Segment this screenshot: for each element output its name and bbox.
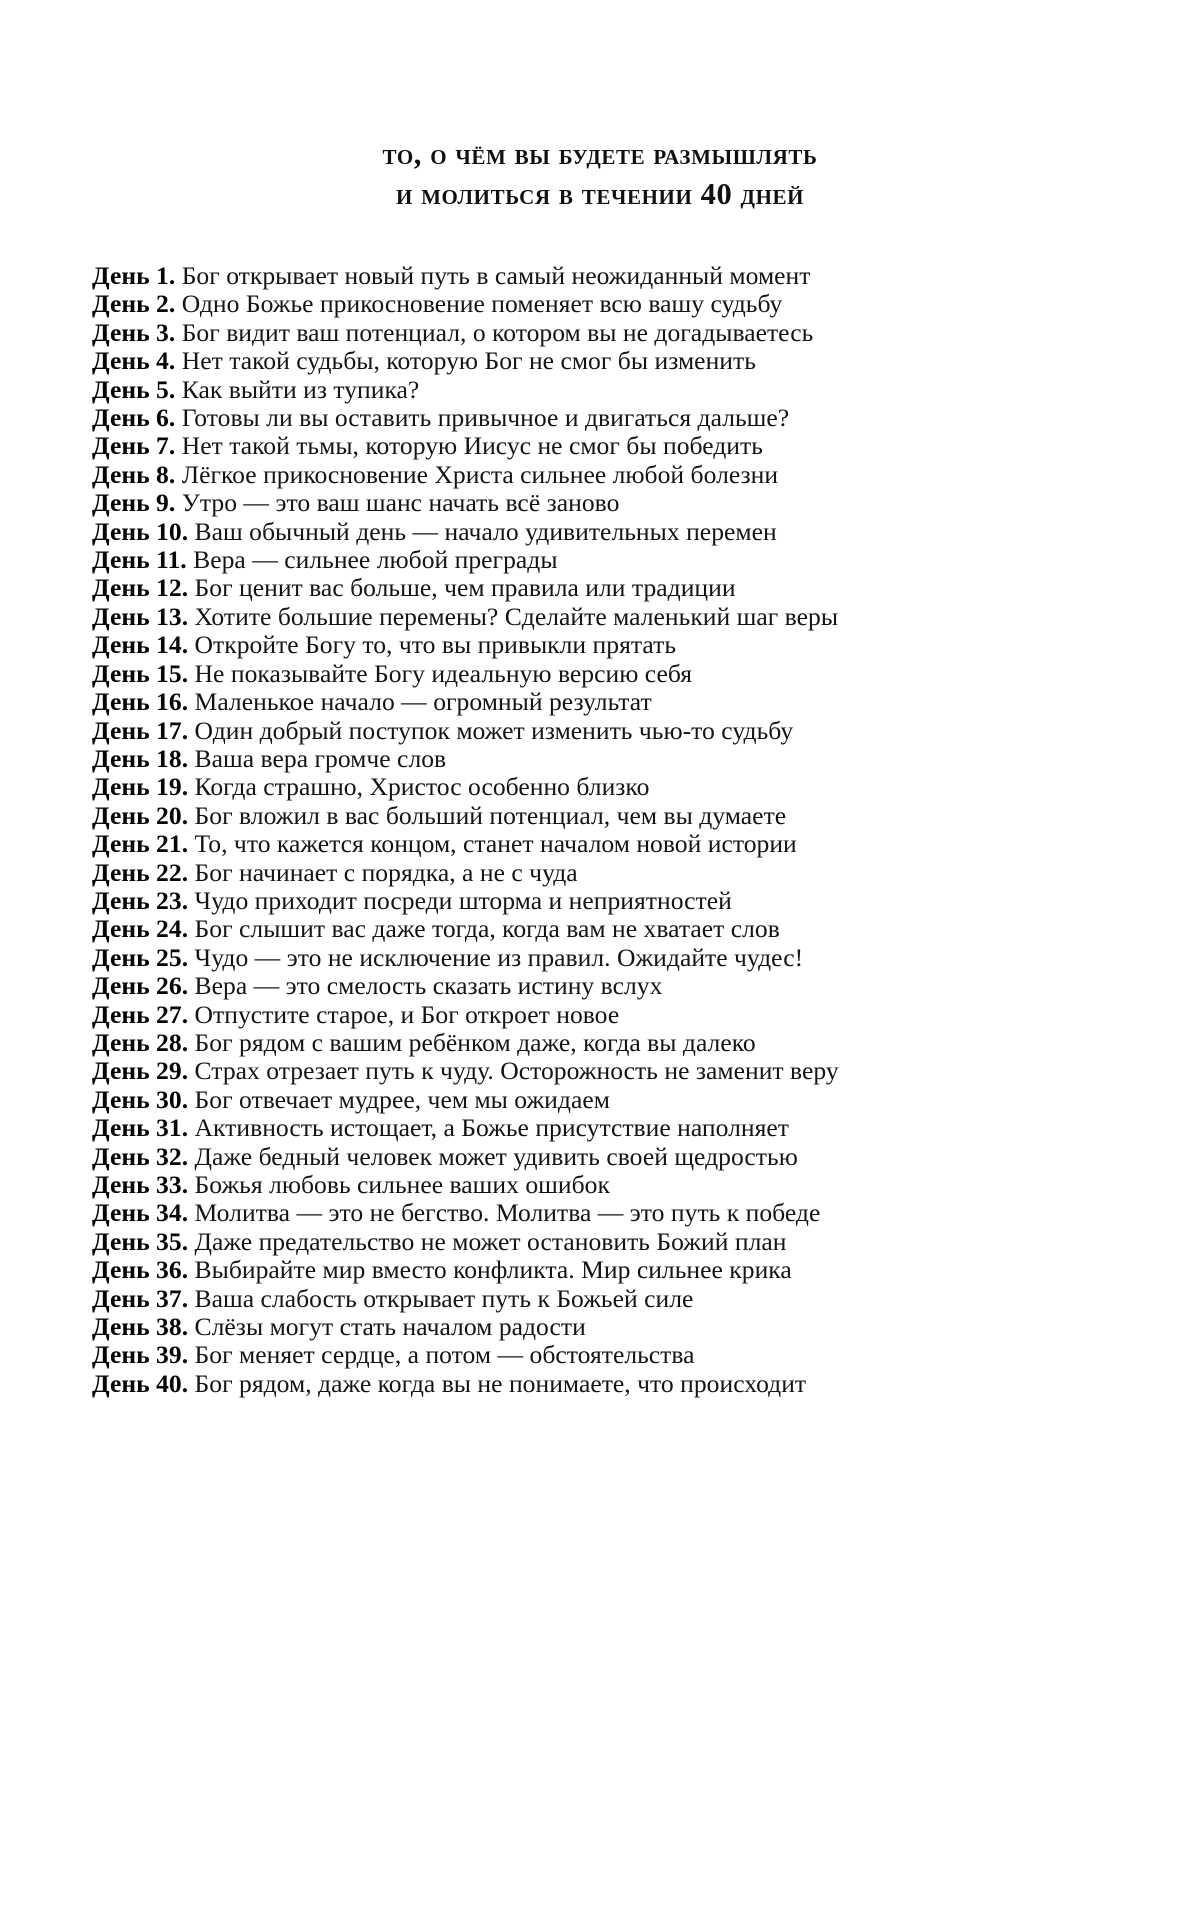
day-entry bbox=[92, 1057, 1112, 1085]
day-entry-label: День 29. bbox=[92, 1056, 189, 1086]
day-entry-text: Бог слышит вас даже тогда, когда вам не хватает слов bbox=[194, 914, 780, 944]
day-entry bbox=[92, 717, 1112, 745]
day-entry bbox=[92, 1228, 1112, 1256]
day-entry-text: Один добрый поступок может изменить чью-то судьбу bbox=[194, 715, 794, 745]
day-entry bbox=[92, 1086, 1112, 1114]
day-entry-label: День 34. bbox=[92, 1198, 189, 1228]
day-entry bbox=[92, 773, 1112, 801]
day-entry-text: Ваша слабость открывает путь к Божьей силе bbox=[194, 1283, 694, 1313]
day-entry bbox=[92, 972, 1112, 1000]
day-entry bbox=[92, 830, 1112, 858]
day-entry-text: Нет такой судьбы, которую Бог не смог бы изменить bbox=[181, 346, 756, 376]
day-entry-text: Вера — это смелость сказать истину вслух bbox=[194, 971, 663, 1001]
day-entry bbox=[92, 461, 1112, 489]
day-entry-text: Бог начинает с порядка, а не с чуда bbox=[194, 857, 578, 887]
day-entry-label: День 16. bbox=[92, 687, 189, 717]
day-entry-label: День 14. bbox=[92, 630, 189, 660]
day-entry bbox=[92, 574, 1112, 602]
day-entry bbox=[92, 802, 1112, 830]
day-entry-label: День 5. bbox=[92, 374, 176, 404]
day-entry-label: День 37. bbox=[92, 1283, 189, 1313]
day-entry-label: День 31. bbox=[92, 1113, 189, 1143]
day-entry bbox=[92, 432, 1112, 460]
day-entry-label: День 7. bbox=[92, 431, 176, 461]
day-entry-text: Бог отвечает мудрее, чем мы ожидаем bbox=[194, 1084, 610, 1114]
day-entry bbox=[92, 887, 1112, 915]
day-entry-label: День 21. bbox=[92, 829, 189, 859]
day-entry-text: Активность истощает, а Божье присутствие наполняет bbox=[194, 1113, 790, 1143]
day-entry-label: День 20. bbox=[92, 800, 189, 830]
day-entry bbox=[92, 347, 1112, 375]
day-entry bbox=[92, 518, 1112, 546]
day-entry bbox=[92, 1256, 1112, 1284]
day-entry bbox=[92, 603, 1112, 631]
day-entry-label: День 12. bbox=[92, 573, 189, 603]
day-list bbox=[92, 262, 1112, 1398]
day-entry-text: Чудо — это не исключение из правил. Ожидайте чудес! bbox=[194, 942, 804, 972]
day-entry-text: Бог меняет сердце, а потом — обстоятельства bbox=[194, 1340, 695, 1370]
day-entry-text: Бог рядом с вашим ребёнком даже, когда вы далеко bbox=[194, 1027, 756, 1057]
day-entry-label: День 28. bbox=[92, 1027, 189, 1057]
day-entry-text: Не показывайте Богу идеальную версию себя bbox=[194, 658, 693, 688]
day-entry-text: Бог открывает новый путь в самый неожиданный момент bbox=[181, 261, 811, 290]
page-title-line-1: то, о чём вы будете размышлять bbox=[382, 137, 818, 171]
day-entry-text: Ваша вера громче слов bbox=[194, 743, 447, 773]
day-entry bbox=[92, 1285, 1112, 1313]
day-entry-label: День 18. bbox=[92, 743, 189, 773]
day-entry-text: Ваш обычный день — начало удивительных перемен bbox=[194, 516, 777, 546]
day-entry-text: Бог рядом, даже когда вы не понимаете, что происходит bbox=[194, 1368, 807, 1398]
day-entry-label: День 32. bbox=[92, 1141, 189, 1171]
day-entry-text: Хотите большие перемены? Сделайте маленький шаг веры bbox=[194, 601, 839, 631]
page-title bbox=[0, 134, 1200, 214]
day-entry-text: Откройте Богу то, что вы привыкли прятать bbox=[194, 630, 677, 660]
day-entry-label: День 40. bbox=[92, 1368, 189, 1398]
day-entry-text: Страх отрезает путь к чуду. Осторожность не заменит веру bbox=[194, 1056, 839, 1086]
day-entry-label: День 11. bbox=[92, 545, 187, 575]
day-entry bbox=[92, 631, 1112, 659]
day-entry-label: День 9. bbox=[92, 488, 176, 518]
day-entry bbox=[92, 319, 1112, 347]
day-entry bbox=[92, 915, 1112, 943]
day-entry-text: Когда страшно, Христос особенно близко bbox=[194, 772, 650, 802]
day-entry-text: Бог вложил в вас больший потенциал, чем вы думаете bbox=[194, 800, 787, 830]
day-entry-text: Выбирайте мир вместо конфликта. Мир сильнее крика bbox=[194, 1255, 792, 1285]
day-entry-label: День 3. bbox=[92, 317, 176, 347]
day-entry-label: День 13. bbox=[92, 601, 189, 631]
day-entry-label: День 38. bbox=[92, 1312, 189, 1342]
day-entry-label: День 8. bbox=[92, 459, 176, 489]
day-entry bbox=[92, 404, 1112, 432]
day-entry-text: Даже бедный человек может удивить своей щедростью bbox=[194, 1141, 798, 1171]
day-entry bbox=[92, 745, 1112, 773]
day-entry bbox=[92, 546, 1112, 574]
day-entry-label: День 30. bbox=[92, 1084, 189, 1114]
day-entry-text: Отпустите старое, и Бог откроет новое bbox=[194, 999, 620, 1029]
day-entry-text: Бог видит ваш потенциал, о котором вы не догадываетесь bbox=[181, 317, 814, 347]
day-entry-text: Божья любовь сильнее ваших ошибок bbox=[194, 1170, 610, 1199]
day-entry bbox=[92, 1143, 1112, 1171]
day-entry bbox=[92, 1199, 1112, 1227]
day-entry bbox=[92, 1313, 1112, 1341]
day-entry-label: День 10. bbox=[92, 516, 189, 546]
day-entry-text: Лёгкое прикосновение Христа сильнее любой болезни bbox=[181, 459, 779, 489]
day-entry-text: Готовы ли вы оставить привычное и двигаться дальше? bbox=[181, 403, 790, 433]
day-entry bbox=[92, 376, 1112, 404]
day-entry bbox=[92, 489, 1112, 517]
day-entry bbox=[92, 262, 1112, 290]
day-entry-label: День 22. bbox=[92, 857, 189, 887]
day-entry-label: День 39. bbox=[92, 1340, 189, 1370]
day-entry-label: День 27. bbox=[92, 999, 189, 1029]
day-entry-label: День 36. bbox=[92, 1255, 189, 1285]
page-title-line-2: и молиться в течении 40 дней bbox=[395, 177, 805, 211]
day-entry bbox=[92, 1001, 1112, 1029]
day-entry-label: День 26. bbox=[92, 971, 189, 1001]
day-entry bbox=[92, 859, 1112, 887]
day-entry-text: Одно Божье прикосновение поменяет всю вашу судьбу bbox=[181, 289, 783, 319]
day-entry-label: День 23. bbox=[92, 885, 189, 915]
day-entry bbox=[92, 660, 1112, 688]
day-entry-label: День 19. bbox=[92, 772, 189, 802]
day-entry-text: Маленькое начало — огромный результат bbox=[194, 687, 652, 717]
day-entry-label: День 4. bbox=[92, 346, 176, 376]
day-entry bbox=[92, 1370, 1112, 1398]
day-entry bbox=[92, 1114, 1112, 1142]
day-entry-text: Слёзы могут стать началом радости bbox=[194, 1312, 586, 1342]
day-entry-label: День 33. bbox=[92, 1170, 189, 1199]
day-entry bbox=[92, 1029, 1112, 1057]
day-entry-text: Бог ценит вас больше, чем правила или традиции bbox=[194, 573, 736, 603]
day-entry-label: День 35. bbox=[92, 1226, 189, 1256]
day-entry-label: День 25. bbox=[92, 942, 189, 972]
day-entry-text: Нет такой тьмы, которую Иисус не смог бы победить bbox=[181, 431, 763, 461]
day-entry-label: День 24. bbox=[92, 914, 189, 944]
day-entry-text: То, что кажется концом, станет началом новой истории bbox=[194, 829, 797, 859]
day-entry-label: День 6. bbox=[92, 403, 176, 433]
day-entry-text: Утро — это ваш шанс начать всё заново bbox=[181, 488, 620, 518]
day-entry-text: Молитва — это не бегство. Молитва — это путь к победе bbox=[194, 1198, 821, 1228]
day-entry-label: День 17. bbox=[92, 715, 189, 745]
day-entry bbox=[92, 1171, 1112, 1199]
day-entry bbox=[92, 688, 1112, 716]
day-entry bbox=[92, 1341, 1112, 1369]
day-entry-text: Как выйти из тупика? bbox=[181, 374, 420, 404]
day-entry bbox=[92, 944, 1112, 972]
day-entry-text: Даже предательство не может остановить Божий план bbox=[194, 1226, 787, 1256]
day-entry bbox=[92, 290, 1112, 318]
day-entry-text: Чудо приходит посреди шторма и неприятностей bbox=[194, 885, 732, 915]
day-entry-text: Вера — сильнее любой преграды bbox=[193, 545, 558, 575]
day-entry-label: День 1. bbox=[92, 261, 176, 290]
day-entry-label: День 2. bbox=[92, 289, 176, 319]
day-entry-label: День 15. bbox=[92, 658, 189, 688]
